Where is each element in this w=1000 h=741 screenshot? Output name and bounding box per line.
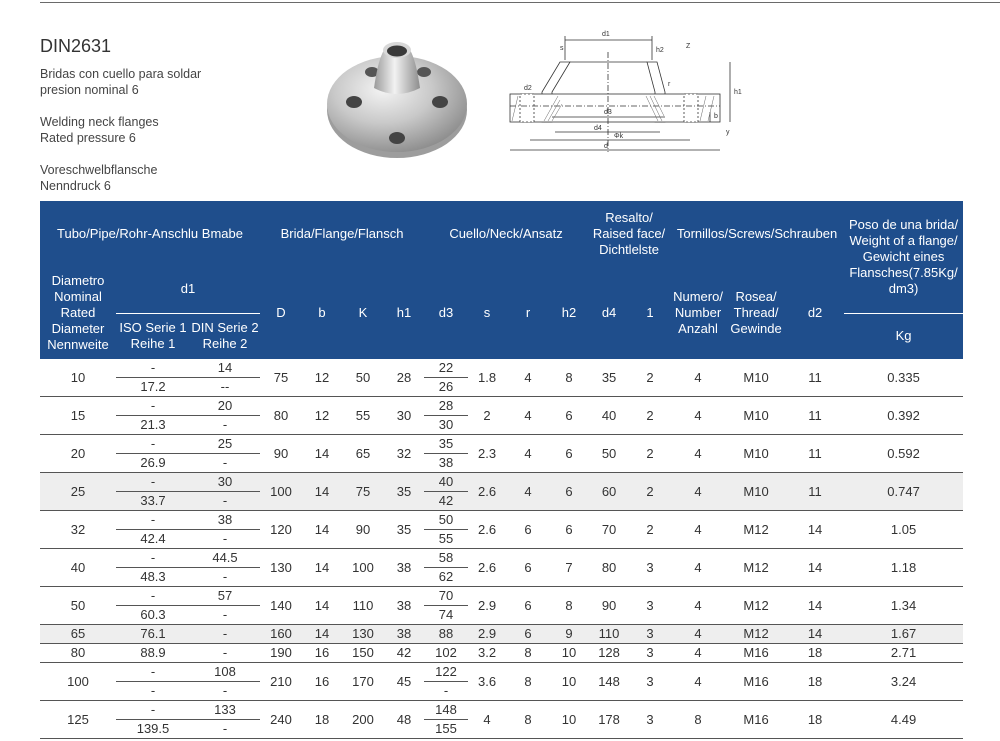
cell-iso: 26.9 [116,454,190,473]
header-neck: Cuello/Neck/Ansatz [424,201,588,266]
header-b: b [302,266,342,359]
cell-K: 75 [342,473,384,511]
cell-din: 44.5 [190,549,260,568]
cell-d3: 70 [424,587,468,606]
cell-d2: 14 [786,625,844,644]
description-spanish [40,66,201,98]
cell-kg: 1.05 [844,511,963,549]
cell-K: 130 [342,625,384,644]
cell-iso: 48.3 [116,568,190,587]
cell-K: 100 [342,549,384,587]
cell-d4: 178 [588,701,630,739]
header-raised-face: Resalto/ Raised face/ Dichtlelste [588,201,670,266]
drawing-label: r [668,81,671,88]
table-row [40,549,963,568]
cell-d4: 80 [588,549,630,587]
header-iso-series: ISO Serie 1 Reihe 1 [116,313,190,359]
cell-kg: 1.67 [844,625,963,644]
cell-nominal: 10 [40,359,116,397]
header-r: r [506,266,550,359]
cell-iso: - [116,397,190,416]
cell-d4: 60 [588,473,630,511]
cell-n: 4 [670,625,726,644]
cell-r: 4 [506,473,550,511]
cell-nominal: 100 [40,663,116,701]
cell-d3: 42 [424,492,468,511]
cell-d4: 70 [588,511,630,549]
header-D: D [260,266,302,359]
cell-r: 6 [506,549,550,587]
header-h2: h2 [550,266,588,359]
cell-din: - [190,492,260,511]
cell-kg: 1.34 [844,587,963,625]
cell-n: 4 [670,644,726,663]
header-nominal-diameter: Diametro Nominal Rated Diameter Nennweite [40,266,116,359]
drawing-label: h1 [734,89,742,96]
cell-h1: 35 [384,473,424,511]
cell-d3: 28 [424,397,468,416]
cell-D: 140 [260,587,302,625]
cell-iso: 139.5 [116,720,190,739]
cell-din: 57 [190,587,260,606]
cell-D: 80 [260,397,302,435]
cell-d4: 35 [588,359,630,397]
cell-d3: 50 [424,511,468,530]
cell-iso: - [116,663,190,682]
cell-f: 2 [630,359,670,397]
cell-iso: - [116,587,190,606]
drawing-label: d1 [602,31,610,38]
cell-nominal: 50 [40,587,116,625]
cell-d2: 14 [786,549,844,587]
cell-d4: 148 [588,663,630,701]
cell-b: 14 [302,587,342,625]
cell-n: 4 [670,663,726,701]
cell-d2: 14 [786,587,844,625]
drawing-label: b [714,113,718,120]
cell-r: 4 [506,359,550,397]
cell-iso: 33.7 [116,492,190,511]
cell-kg: 0.592 [844,435,963,473]
cell-n: 4 [670,435,726,473]
cell-thread: M10 [726,435,786,473]
description-english [40,114,159,146]
cell-h2: 7 [550,549,588,587]
drawing-label: Φk [614,133,624,140]
cell-D: 160 [260,625,302,644]
cell-d2: 11 [786,473,844,511]
cell-din: - [190,720,260,739]
cell-iso: - [116,359,190,378]
cell-kg: 4.49 [844,701,963,739]
cell-iso: 17.2 [116,378,190,397]
cell-r: 4 [506,397,550,435]
cell-h2: 8 [550,359,588,397]
description-german [40,162,157,194]
cell-din: 20 [190,397,260,416]
cell-r: 8 [506,701,550,739]
cell-din: 133 [190,701,260,720]
cell-f: 3 [630,663,670,701]
cell-h1: 45 [384,663,424,701]
cell-h1: 38 [384,587,424,625]
cell-din: 25 [190,435,260,454]
cell-thread: M16 [726,663,786,701]
specification-rows [40,359,963,739]
table-row [40,587,963,606]
cell-d4: 40 [588,397,630,435]
cell-kg: 3.24 [844,663,963,701]
cell-s: 2.9 [468,625,506,644]
cell-s: 2.6 [468,473,506,511]
cell-b: 14 [302,625,342,644]
cell-nominal: 40 [40,549,116,587]
cell-thread: M10 [726,473,786,511]
cell-s: 2.3 [468,435,506,473]
cell-iso: 42.4 [116,530,190,549]
cell-h1: 32 [384,435,424,473]
cell-s: 2.6 [468,511,506,549]
cell-d3: 122 [424,663,468,682]
cell-h1: 48 [384,701,424,739]
cell-nominal: 20 [40,435,116,473]
cell-f: 2 [630,511,670,549]
cell-K: 55 [342,397,384,435]
cell-iso: 21.3 [116,416,190,435]
cell-h2: 9 [550,625,588,644]
cell-r: 6 [506,587,550,625]
cell-D: 75 [260,359,302,397]
header-flange: Brida/Flange/Flansch [260,201,424,266]
table-row [40,397,963,416]
cell-s: 2.9 [468,587,506,625]
cell-thread: M12 [726,587,786,625]
cell-n: 4 [670,397,726,435]
cell-d4: 90 [588,587,630,625]
cell-thread: M16 [726,701,786,739]
cell-d3: 26 [424,378,468,397]
cell-din: 38 [190,511,260,530]
drawing-label: h2 [656,47,664,54]
cell-din: - [190,644,260,663]
cell-d2: 18 [786,644,844,663]
cell-r: 4 [506,435,550,473]
header-screws: Tornillos/Screws/Schrauben [670,201,844,266]
cell-thread: M12 [726,511,786,549]
cell-K: 200 [342,701,384,739]
cell-r: 6 [506,511,550,549]
header-s: s [468,266,506,359]
cell-b: 12 [302,359,342,397]
cell-d3: 38 [424,454,468,473]
cell-thread: M10 [726,359,786,397]
cell-D: 190 [260,644,302,663]
cell-n: 4 [670,473,726,511]
cell-din: - [190,625,260,644]
header-h1: h1 [384,266,424,359]
cell-f: 3 [630,587,670,625]
header-K: K [342,266,384,359]
table-row [40,435,963,454]
cell-h2: 6 [550,473,588,511]
header-d4: d4 [588,266,630,359]
cell-d2: 14 [786,511,844,549]
table-row [40,625,963,644]
cell-b: 16 [302,663,342,701]
top-rule [40,2,1000,3]
cell-nominal: 25 [40,473,116,511]
cell-s: 1.8 [468,359,506,397]
cell-thread: M16 [726,644,786,663]
cell-n: 8 [670,701,726,739]
header-d3: d3 [424,266,468,359]
cell-h2: 10 [550,644,588,663]
header-tube: Tubo/Pipe/Rohr-Anschlu Bmabe [40,201,260,266]
cell-kg: 2.71 [844,644,963,663]
cell-din: - [190,530,260,549]
cell-f: 3 [630,625,670,644]
flange-cross-section-drawing [500,22,755,160]
cell-h1: 42 [384,644,424,663]
drawing-label: d2 [524,85,532,92]
cell-din: 30 [190,473,260,492]
cell-kg: 0.335 [844,359,963,397]
drawing-label: s [560,45,564,52]
cell-d3: 35 [424,435,468,454]
cell-s: 3.2 [468,644,506,663]
header-weight: Poso de una brida/ Weight of a flange/ Gewicht eines Flansches(7.85Kg/ dm3) [844,201,963,313]
cell-s: 3.6 [468,663,506,701]
cell-din: - [190,416,260,435]
cell-iso: 88.9 [116,644,190,663]
cell-iso: 76.1 [116,625,190,644]
cell-r: 8 [506,644,550,663]
description-line: Voreschwelbflansche [40,163,158,177]
drawing-label: d [604,143,608,150]
cell-K: 90 [342,511,384,549]
cell-h1: 28 [384,359,424,397]
cell-K: 150 [342,644,384,663]
header-number: Numero/ Number Anzahl [670,266,726,359]
cell-D: 120 [260,511,302,549]
cell-D: 210 [260,663,302,701]
cell-iso: - [116,435,190,454]
cell-kg: 0.747 [844,473,963,511]
cell-kg: 0.392 [844,397,963,435]
cell-d2: 18 [786,701,844,739]
cell-r: 6 [506,625,550,644]
cell-nominal: 32 [40,511,116,549]
cell-b: 12 [302,397,342,435]
cell-d3: 58 [424,549,468,568]
cell-h1: 35 [384,511,424,549]
cell-din: - [190,568,260,587]
cell-h2: 8 [550,587,588,625]
cell-nominal: 65 [40,625,116,644]
cell-K: 110 [342,587,384,625]
drawing-label: Z [686,43,691,50]
cell-d4: 50 [588,435,630,473]
cell-d3: 148 [424,701,468,720]
cell-d3: 22 [424,359,468,378]
cell-d3: 62 [424,568,468,587]
header-din-series: DIN Serie 2 Reihe 2 [190,313,260,359]
cell-nominal: 80 [40,644,116,663]
cell-f: 2 [630,397,670,435]
table-row [40,473,963,492]
header-d2: d2 [786,266,844,359]
cell-thread: M12 [726,625,786,644]
flange-photo [322,30,472,160]
cell-din: - [190,606,260,625]
header-thread: Rosea/ Thread/ Gewinde [726,266,786,359]
cell-d3: 74 [424,606,468,625]
cell-d3: 102 [424,644,468,663]
cell-d3: - [424,682,468,701]
cell-r: 8 [506,663,550,701]
cell-h1: 38 [384,549,424,587]
cell-din: - [190,682,260,701]
drawing-label: d3 [604,109,612,116]
description-line: Welding neck flanges [40,115,159,129]
cell-s: 2.6 [468,549,506,587]
cell-h2: 6 [550,397,588,435]
cell-din: - [190,454,260,473]
drawing-label: y [726,129,730,136]
table-row [40,511,963,530]
header-f: 1 [630,266,670,359]
page-title: DIN2631 [40,36,112,56]
cell-D: 90 [260,435,302,473]
cell-iso: - [116,549,190,568]
cell-d4: 110 [588,625,630,644]
cell-iso: - [116,682,190,701]
description-line: Bridas con cuello para soldar [40,67,202,81]
cell-iso: - [116,511,190,530]
cell-h1: 30 [384,397,424,435]
cell-f: 2 [630,473,670,511]
header-kg: Kg [844,313,963,359]
cell-din: 108 [190,663,260,682]
cell-kg: 1.18 [844,549,963,587]
table-row [40,701,963,720]
cell-h2: 6 [550,435,588,473]
cell-h1: 38 [384,625,424,644]
drawing-label: d4 [594,125,602,132]
cell-d4: 128 [588,644,630,663]
cell-thread: M10 [726,397,786,435]
cell-K: 50 [342,359,384,397]
description-line: Rated pressure 6 [40,131,136,145]
cell-b: 14 [302,511,342,549]
cell-din: 14 [190,359,260,378]
cell-s: 4 [468,701,506,739]
cell-nominal: 125 [40,701,116,739]
header-d1: d1 [116,266,260,313]
cell-f: 3 [630,644,670,663]
cell-h2: 6 [550,511,588,549]
cell-d2: 11 [786,435,844,473]
specification-table [40,201,963,739]
cell-D: 240 [260,701,302,739]
table-row [40,359,963,378]
cell-d3: 40 [424,473,468,492]
cell-D: 100 [260,473,302,511]
table-row [40,663,963,682]
cell-iso: - [116,701,190,720]
cell-d3: 55 [424,530,468,549]
cell-f: 2 [630,435,670,473]
cell-n: 4 [670,587,726,625]
cell-f: 3 [630,701,670,739]
cell-d3: 155 [424,720,468,739]
cell-din: -- [190,378,260,397]
cell-D: 130 [260,549,302,587]
cell-d3: 88 [424,625,468,644]
cell-h2: 10 [550,663,588,701]
cell-b: 16 [302,644,342,663]
cell-n: 4 [670,549,726,587]
cell-d2: 18 [786,663,844,701]
description-line: presion nominal 6 [40,83,139,97]
cell-d3: 30 [424,416,468,435]
cell-K: 170 [342,663,384,701]
cell-b: 14 [302,549,342,587]
cell-s: 2 [468,397,506,435]
cell-h2: 10 [550,701,588,739]
table-row [40,644,963,663]
cell-f: 3 [630,549,670,587]
cell-thread: M12 [726,549,786,587]
cell-d2: 11 [786,397,844,435]
cell-iso: 60.3 [116,606,190,625]
cell-b: 14 [302,435,342,473]
cell-nominal: 15 [40,397,116,435]
cell-b: 14 [302,473,342,511]
cell-n: 4 [670,511,726,549]
cell-n: 4 [670,359,726,397]
cell-iso: - [116,473,190,492]
description-line: Nenndruck 6 [40,179,111,193]
cell-b: 18 [302,701,342,739]
cell-K: 65 [342,435,384,473]
cell-d2: 11 [786,359,844,397]
